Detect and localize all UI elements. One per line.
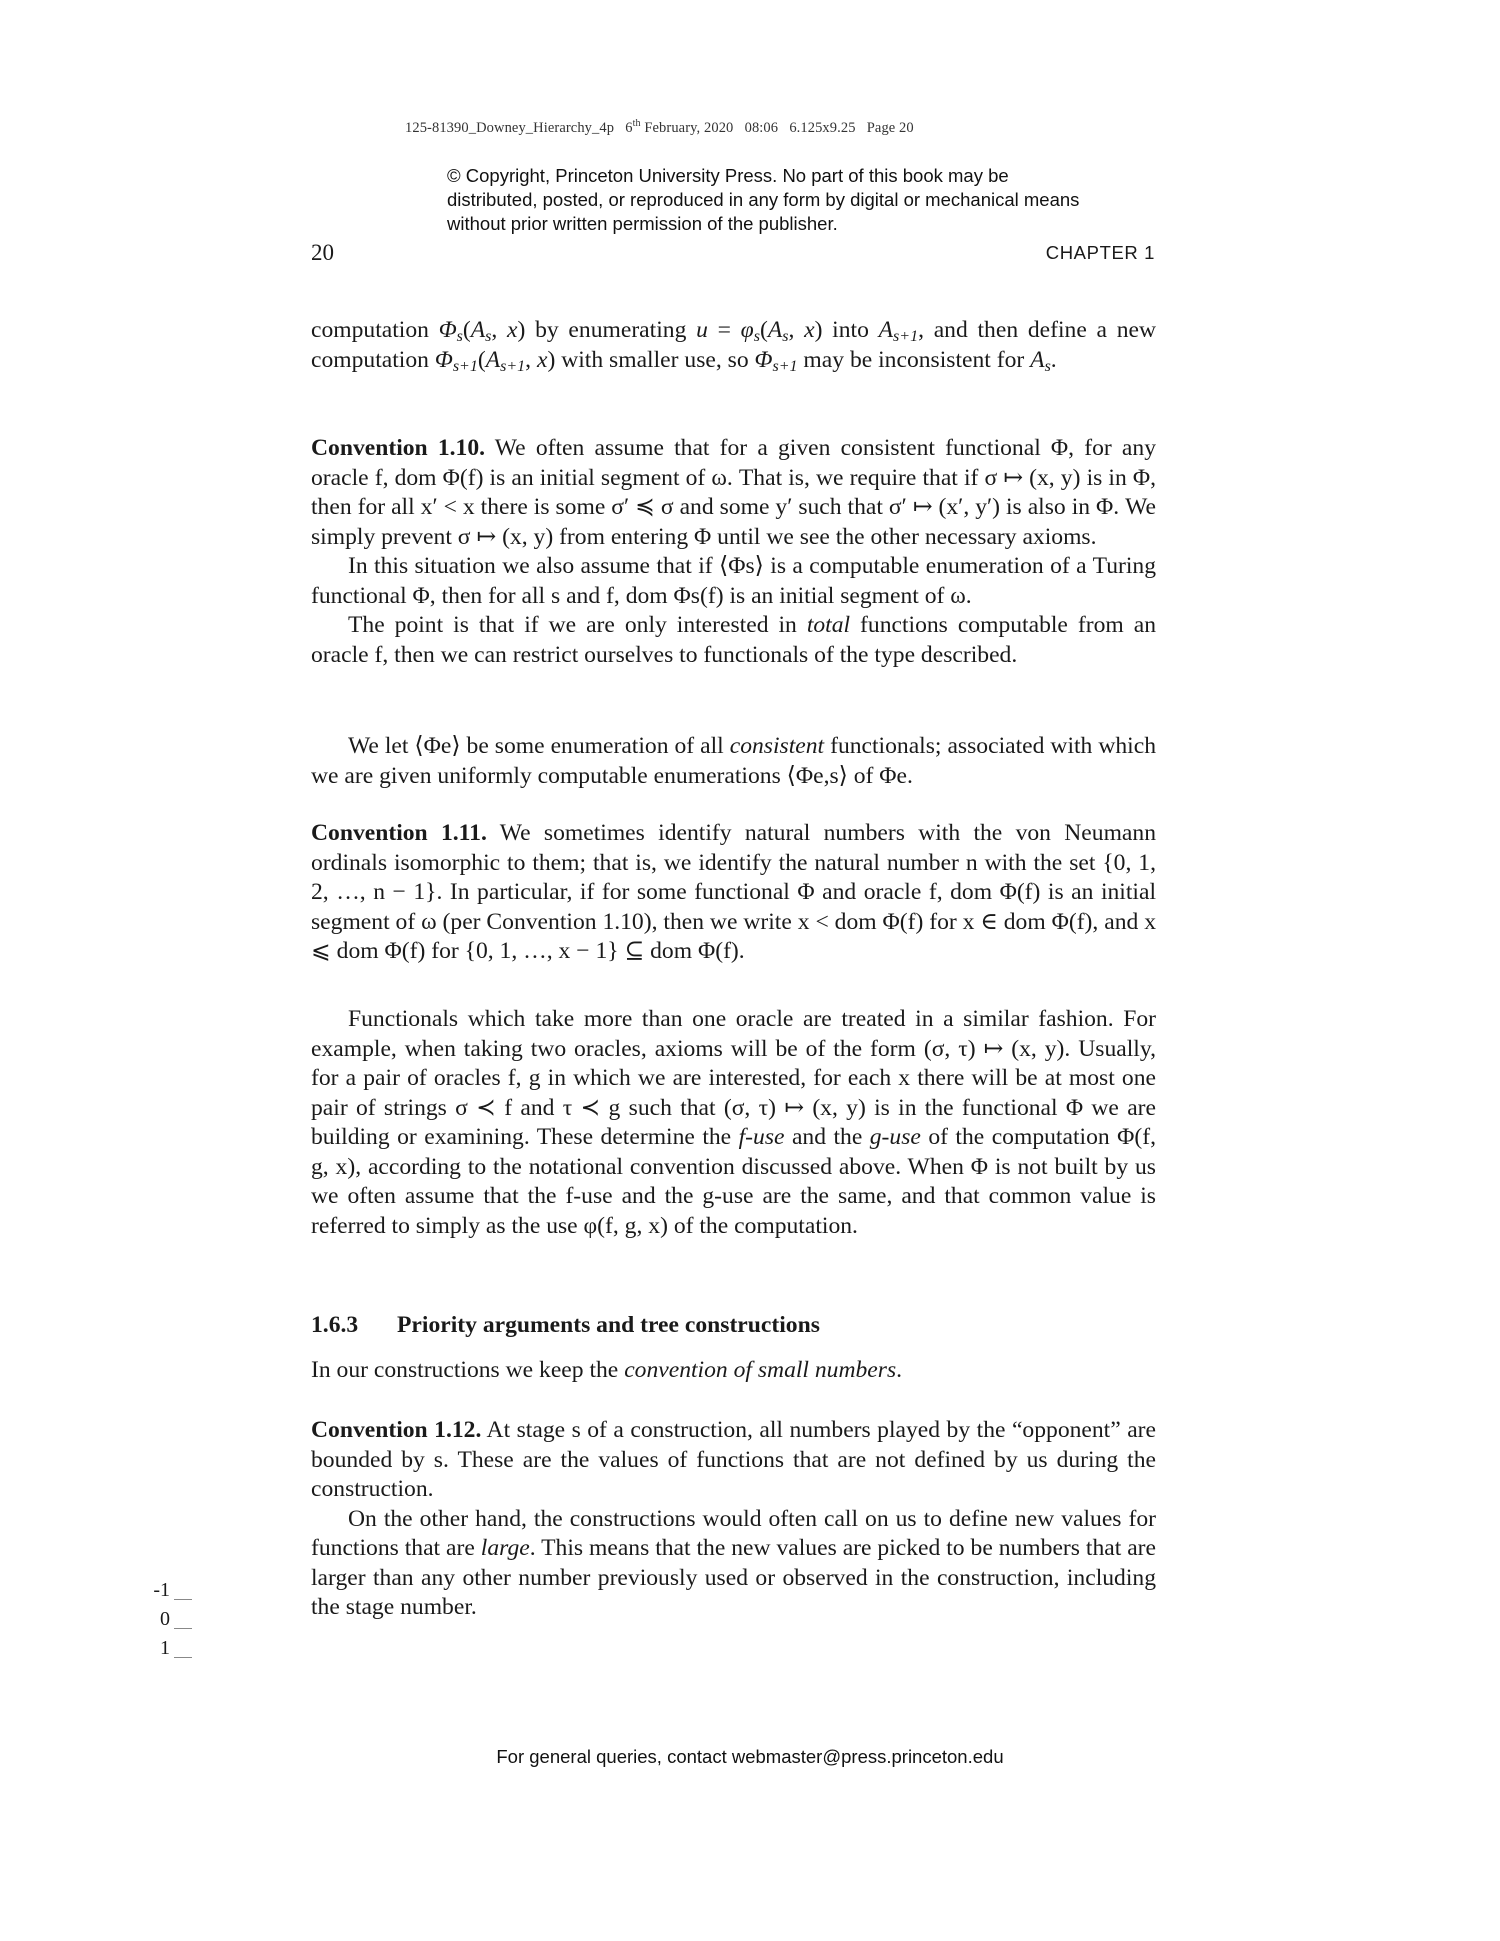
- section-number: 1.6.3: [311, 1312, 359, 1338]
- convention-paragraph: [311, 819, 1156, 967]
- convention-1-12: [311, 1416, 1156, 1623]
- body-block-multi-oracle: [311, 1005, 1156, 1241]
- footer-contact: For general queries, contact webmaster@press.princeton.edu: [496, 1746, 1004, 1767]
- body-block-enumeration: [311, 732, 1156, 791]
- convention-paragraph: [311, 1416, 1156, 1505]
- convention-1-10: [311, 434, 1156, 670]
- page-number: 20: [311, 240, 334, 265]
- paragraph: The point is that if we are only interested in total functions computable from an oracle f, then we can restrict ourselves to functionals of the type described.: [311, 612, 1156, 668]
- slug-job: 125-81390_Downey_Hierarchy_4p: [405, 120, 615, 136]
- section-title: Priority arguments and tree constructions: [397, 1312, 820, 1338]
- copyright-notice: © Copyright, Princeton University Press. No part of this book may be distributed, posted, or reproduced in any form by digital or mechanical means without prior written permission of the publisher.: [447, 165, 1080, 234]
- body-block-small-numbers: [311, 1356, 1156, 1386]
- paragraph-continuation: computation $\Phi_s(A_s$, x) by enumerating $u = \varphi_s(A_s$, x) into $A_{s+1}$, and then define a new computation $\Phi_{s+1}(A_{s+1}$, x) with smaller use, so $\Phi_{s+1}$ may be inconsistent for $A_s$.: [311, 317, 1157, 375]
- margin-marks: [140, 1576, 170, 1663]
- paragraph: In our constructions we keep the convention of small numbers.: [311, 1357, 903, 1383]
- convention-text: We often assume that for a given consistent functional Φ, for any oracle f, dom Φ(f) is an initial segment of ω. That is, we require that if σ ↦ (x, y) is in Φ, then for all x′ < x there is some σ′ ≼ σ and some y′ such that σ′ ↦ (x′, y′) is also in Φ. We simply prevent σ ↦ (x, y) from entering Φ until we see the other necessary axioms.: [311, 435, 1156, 550]
- convention-1-11: [311, 819, 1156, 967]
- slug-time: 08:06: [744, 120, 779, 136]
- section-heading: [311, 1312, 820, 1339]
- slug-date: 6th February, 2020: [625, 118, 734, 136]
- paragraph: We let ⟨Φe⟩ be some enumeration of all consistent functionals; associated with which we are given uniformly computable enumerations ⟨Φe,s⟩ of Φe.: [311, 733, 1157, 789]
- paragraph: Functionals which take more than one oracle are treated in a similar fashion. For example, when taking two oracles, axioms will be of the form (σ, τ) ↦ (x, y). Usually, for a pair of oracles f, g in which we are interested, for each x there will be at most one pair of strings σ ≺ f and τ ≺ g such that (σ, τ) ↦ (x, y) is in the functional Φ we are building or examining. These determine the f-use and the g-use of the computation Φ(f, g, x), according to the notational convention discussed above. When Φ is not built by us we often assume that the f-use and the g-use are the same, and that common value is referred to simply as the use φ(f, g, x) of the computation.: [311, 1006, 1156, 1239]
- printer-slug: [405, 120, 914, 137]
- convention-text: At stage s of a construction, all numbers played by the “opponent” are bounded by s. These are the values of functions that are not defined by us during the construction.: [311, 1417, 1156, 1502]
- margin-mark: 1: [140, 1634, 170, 1663]
- paragraph: On the other hand, the constructions would often call on us to define new values for functions that are large. This means that the new values are picked to be numbers that are larger than any other number previously used or observed in the construction, including the stage number.: [311, 1505, 1157, 1620]
- convention-label: Convention 1.10.: [311, 435, 486, 461]
- body-block-1: [311, 316, 1156, 375]
- running-head-chapter: CHAPTER 1: [1045, 242, 1155, 263]
- convention-text: We sometimes identify natural numbers with the von Neumann ordinals isomorphic to them; that is, we identify the natural number n with the set {0, 1, 2, …, n − 1}. In particular, if for some functional Φ and oracle f, dom Φ(f) is an initial segment of ω (per Convention 1.10), then we write x < dom Φ(f) for x ∈ dom Φ(f), and x ⩽ dom Φ(f) for {0, 1, …, x − 1} ⊆ dom Φ(f).: [311, 820, 1156, 964]
- slug-page: Page 20: [866, 120, 914, 136]
- convention-label: Convention 1.11.: [311, 820, 487, 846]
- convention-paragraph: [311, 434, 1156, 552]
- convention-label: Convention 1.12.: [311, 1417, 482, 1443]
- margin-mark: -1: [140, 1576, 170, 1605]
- margin-mark: 0: [140, 1605, 170, 1634]
- paragraph: In this situation we also assume that if ⟨Φs⟩ is a computable enumeration of a Turing functional Φ, then for all s and f, dom Φs(f) is an initial segment of ω.: [311, 553, 1156, 609]
- slug-trim: 6.125x9.25: [789, 120, 856, 136]
